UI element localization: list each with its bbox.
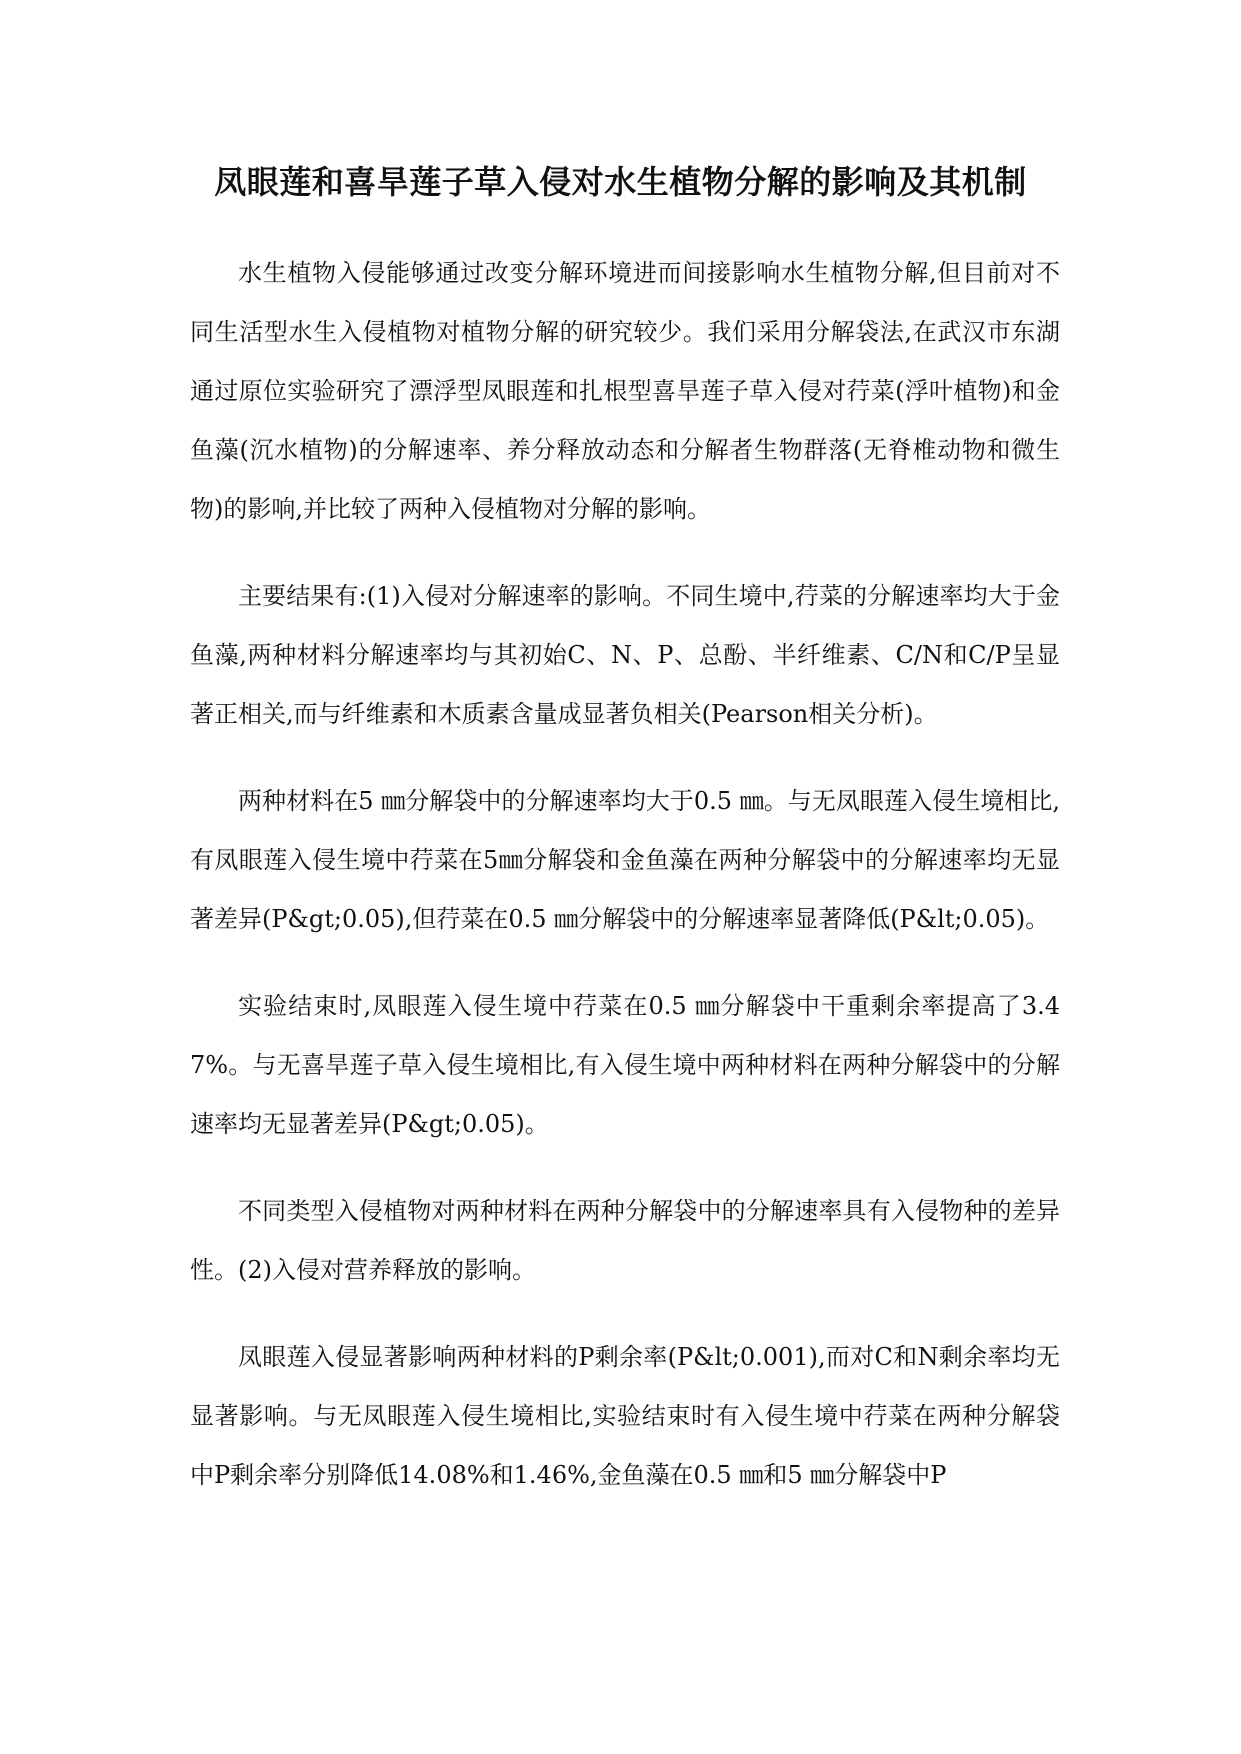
paragraph-results-mesh-size: 两种材料在5 ㎜分解袋中的分解速率均大于0.5 ㎜。与无凤眼莲入侵生境相比,有凤眼莲入侵生境中荇菜在5㎜分解袋和金鱼藻在两种分解袋中的分解速率均无显著差异(P&gt;0.05),但荇菜在0.5 ㎜分解袋中的分解速率显著降低(P&lt;0.05)。 bbox=[190, 787, 1060, 933]
paragraph-results-species-difference: 不同类型入侵植物对两种材料在两种分解袋中的分解速率具有入侵物种的差异性。(2)入侵对营养释放的影响。 bbox=[190, 1197, 1060, 1284]
document-body bbox=[190, 244, 1060, 1533]
paragraph-introduction: 水生植物入侵能够通过改变分解环境进而间接影响水生植物分解,但目前对不同生活型水生入侵植物对植物分解的研究较少。我们采用分解袋法,在武汉市东湖通过原位实验研究了漂浮型凤眼莲和扎根型喜旱莲子草入侵对荇菜(浮叶植物)和金鱼藻(沉水植物)的分解速率、养分释放动态和分解者生物群落(无脊椎动物和微生物)的影响,并比较了两种入侵植物对分解的影响。 bbox=[190, 259, 1060, 523]
paragraph-results-nutrient-release: 凤眼莲入侵显著影响两种材料的P剩余率(P&lt;0.001),而对C和N剩余率均无显著影响。与无凤眼莲入侵生境相比,实验结束时有入侵生境中荇菜在两种分解袋中P剩余率分别降低14.08%和1.46%,金鱼藻在0.5 ㎜和5 ㎜分解袋中P bbox=[190, 1343, 1060, 1489]
paragraph-results-dry-weight: 实验结束时,凤眼莲入侵生境中荇菜在0.5 ㎜分解袋中干重剩余率提高了3.47%。与无喜旱莲子草入侵生境相比,有入侵生境中两种材料在两种分解袋中的分解速率均无显著差异(P&gt;0.05)。 bbox=[190, 992, 1060, 1138]
document-title: 凤眼莲和喜旱莲子草入侵对水生植物分解的影响及其机制 bbox=[214, 163, 1027, 201]
paragraph-results-decomposition-rate: 主要结果有:(1)入侵对分解速率的影响。不同生境中,荇菜的分解速率均大于金鱼藻,两种材料分解速率均与其初始C、N、P、总酚、半纤维素、C/N和C/P呈显著正相关,而与纤维素和木质素含量成显著负相关(Pearson相关分析)。 bbox=[190, 582, 1060, 728]
